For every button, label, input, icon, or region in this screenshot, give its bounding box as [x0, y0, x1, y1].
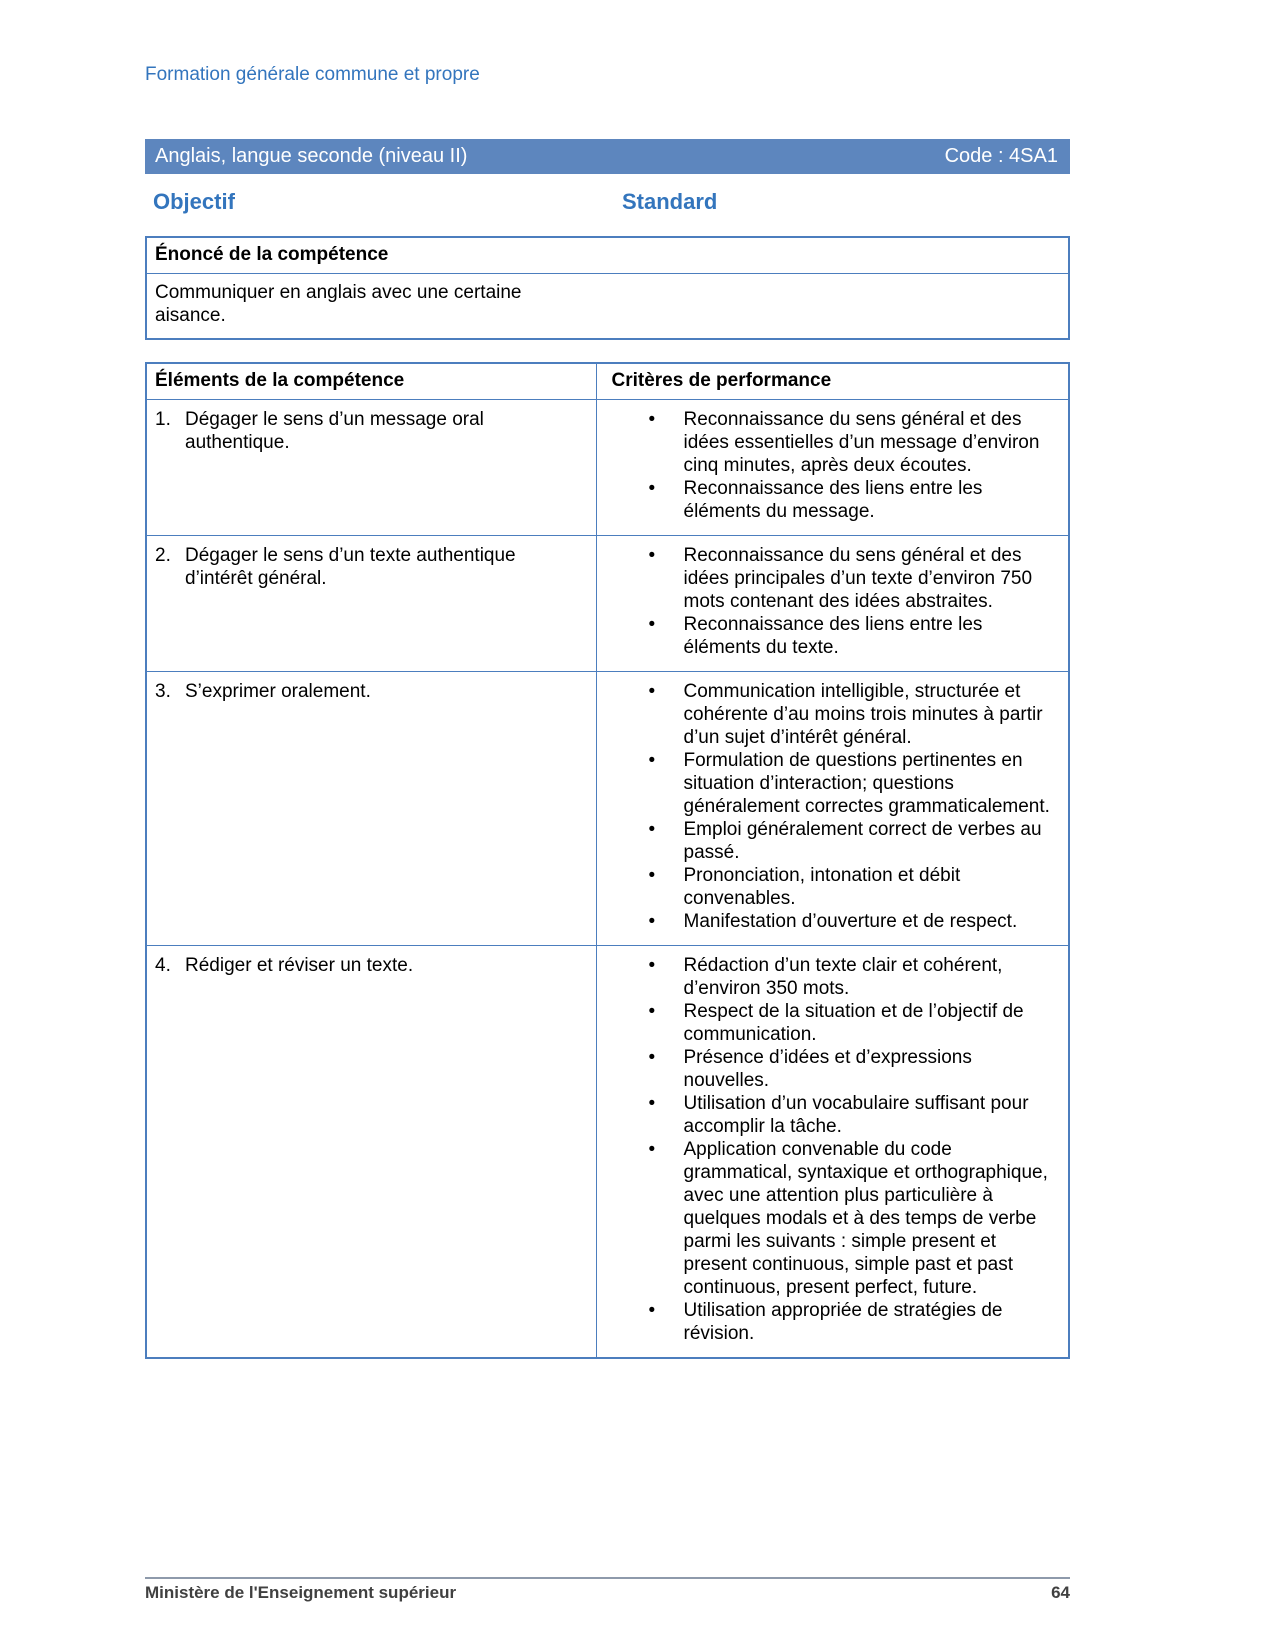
course-code: Code : 4SA1 [944, 145, 1058, 167]
bullet-icon: • [648, 750, 656, 771]
bullet-icon: • [648, 1139, 656, 1160]
element-text: Dégager le sens d’un texte authentique d’intérêt général. [185, 545, 516, 589]
element-number: 4. [155, 955, 171, 976]
bullet-icon: • [648, 955, 656, 976]
criterion-text: Présence d’idées et d’expressions nouvelles. [683, 1047, 972, 1091]
table-header-row [146, 363, 1069, 400]
criterion-item [649, 864, 1061, 910]
criterion-text: Rédaction d’un texte clair et cohérent, d’environ 350 mots. [683, 955, 1003, 999]
bullet-icon: • [648, 545, 656, 566]
page-footer [145, 1577, 1070, 1603]
bullet-icon: • [648, 409, 656, 430]
criterion-text: Reconnaissance des liens entre les éléments du message. [683, 478, 983, 522]
element-cell [146, 536, 596, 672]
objectif-heading: Objectif [153, 189, 235, 214]
section-headings [145, 189, 1070, 215]
criterion-text: Application convenable du code grammatical, syntaxique et orthographique, avec une attention plus particulière à quelques modals et à des temps de verbe parmi les suivants : simple present et present continuous, simple past et past continuous, present perfect, future. [683, 1139, 1048, 1298]
bullet-icon: • [648, 819, 656, 840]
course-title: Anglais, langue seconde (niveau II) [155, 145, 468, 167]
criteria-cell [596, 672, 1069, 946]
bullet-icon: • [648, 1001, 656, 1022]
criterion-text: Reconnaissance du sens général et des idées essentielles d’un message d’environ cinq minutes, après deux écoutes. [683, 409, 1040, 476]
footer-ministry-label: Ministère de l'Enseignement supérieur [145, 1583, 457, 1602]
element-number: 2. [155, 545, 171, 566]
elements-column-header: Éléments de la compétence [146, 363, 596, 400]
criterion-item [649, 613, 1061, 659]
criterion-item [649, 1046, 1061, 1092]
element-cell [146, 672, 596, 946]
criteria-cell [596, 400, 1069, 536]
document-category-note: Formation générale commune et propre [145, 64, 480, 85]
criterion-text: Respect de la situation et de l’objectif de communication. [683, 1001, 1024, 1045]
enonce-heading: Énoncé de la compétence [147, 238, 1068, 274]
table-row [146, 946, 1069, 1359]
competence-table [145, 362, 1070, 1359]
criterion-text: Utilisation appropriée de stratégies de révision. [683, 1300, 1003, 1344]
bullet-icon: • [648, 478, 656, 499]
standard-heading: Standard [622, 189, 718, 214]
criterion-text: Reconnaissance des liens entre les éléments du texte. [683, 614, 983, 658]
element-number: 3. [155, 681, 171, 702]
table-row [146, 400, 1069, 536]
criterion-text: Emploi généralement correct de verbes au passé. [683, 819, 1042, 863]
criterion-item [649, 749, 1061, 818]
criterion-item [649, 1000, 1061, 1046]
criterion-text: Communication intelligible, structurée et cohérente d’au moins trois minutes à partir d’un sujet d’intérêt général. [683, 681, 1043, 748]
criterion-item [649, 818, 1061, 864]
criterion-text: Prononciation, intonation et débit convenables. [683, 865, 961, 909]
enonce-body-text: Communiquer en anglais avec une certaine aisance. [155, 282, 522, 326]
criterion-item [649, 954, 1061, 1000]
criteres-column-header: Critères de performance [596, 363, 1069, 400]
criterion-item [649, 680, 1061, 749]
element-number: 1. [155, 409, 171, 430]
criterion-item [649, 477, 1061, 523]
element-text: Dégager le sens d’un message oral authentique. [185, 409, 484, 453]
enonce-box [145, 236, 1070, 340]
bullet-icon: • [648, 1093, 656, 1114]
page-content [145, 0, 1070, 1359]
criterion-text: Utilisation d’un vocabulaire suffisant pour accomplir la tâche. [683, 1093, 1029, 1137]
criterion-item [649, 910, 1061, 933]
criterion-text: Reconnaissance du sens général et des idées principales d’un texte d’environ 750 mots contenant des idées abstraites. [683, 545, 1033, 612]
bullet-icon: • [648, 681, 656, 702]
element-cell [146, 946, 596, 1359]
bullet-icon: • [648, 614, 656, 635]
criterion-text: Manifestation d’ouverture et de respect. [683, 911, 1018, 932]
bullet-icon: • [648, 911, 656, 932]
element-text: Rédiger et réviser un texte. [185, 955, 414, 976]
course-banner [145, 139, 1070, 174]
criteria-cell [596, 536, 1069, 672]
table-row [146, 536, 1069, 672]
bullet-icon: • [648, 1047, 656, 1068]
bullet-icon: • [648, 865, 656, 886]
criterion-text: Formulation de questions pertinentes en situation d’interaction; questions généralement correctes grammaticalement. [683, 750, 1050, 817]
element-cell [146, 400, 596, 536]
bullet-icon: • [648, 1300, 656, 1321]
criteria-cell [596, 946, 1069, 1359]
criterion-item [649, 544, 1061, 613]
criterion-item [649, 1092, 1061, 1138]
criterion-item [649, 1299, 1061, 1345]
footer-page-number: 64 [1051, 1583, 1070, 1602]
criterion-item [649, 408, 1061, 477]
table-row [146, 672, 1069, 946]
criterion-item [649, 1138, 1061, 1299]
element-text: S’exprimer oralement. [185, 681, 371, 702]
